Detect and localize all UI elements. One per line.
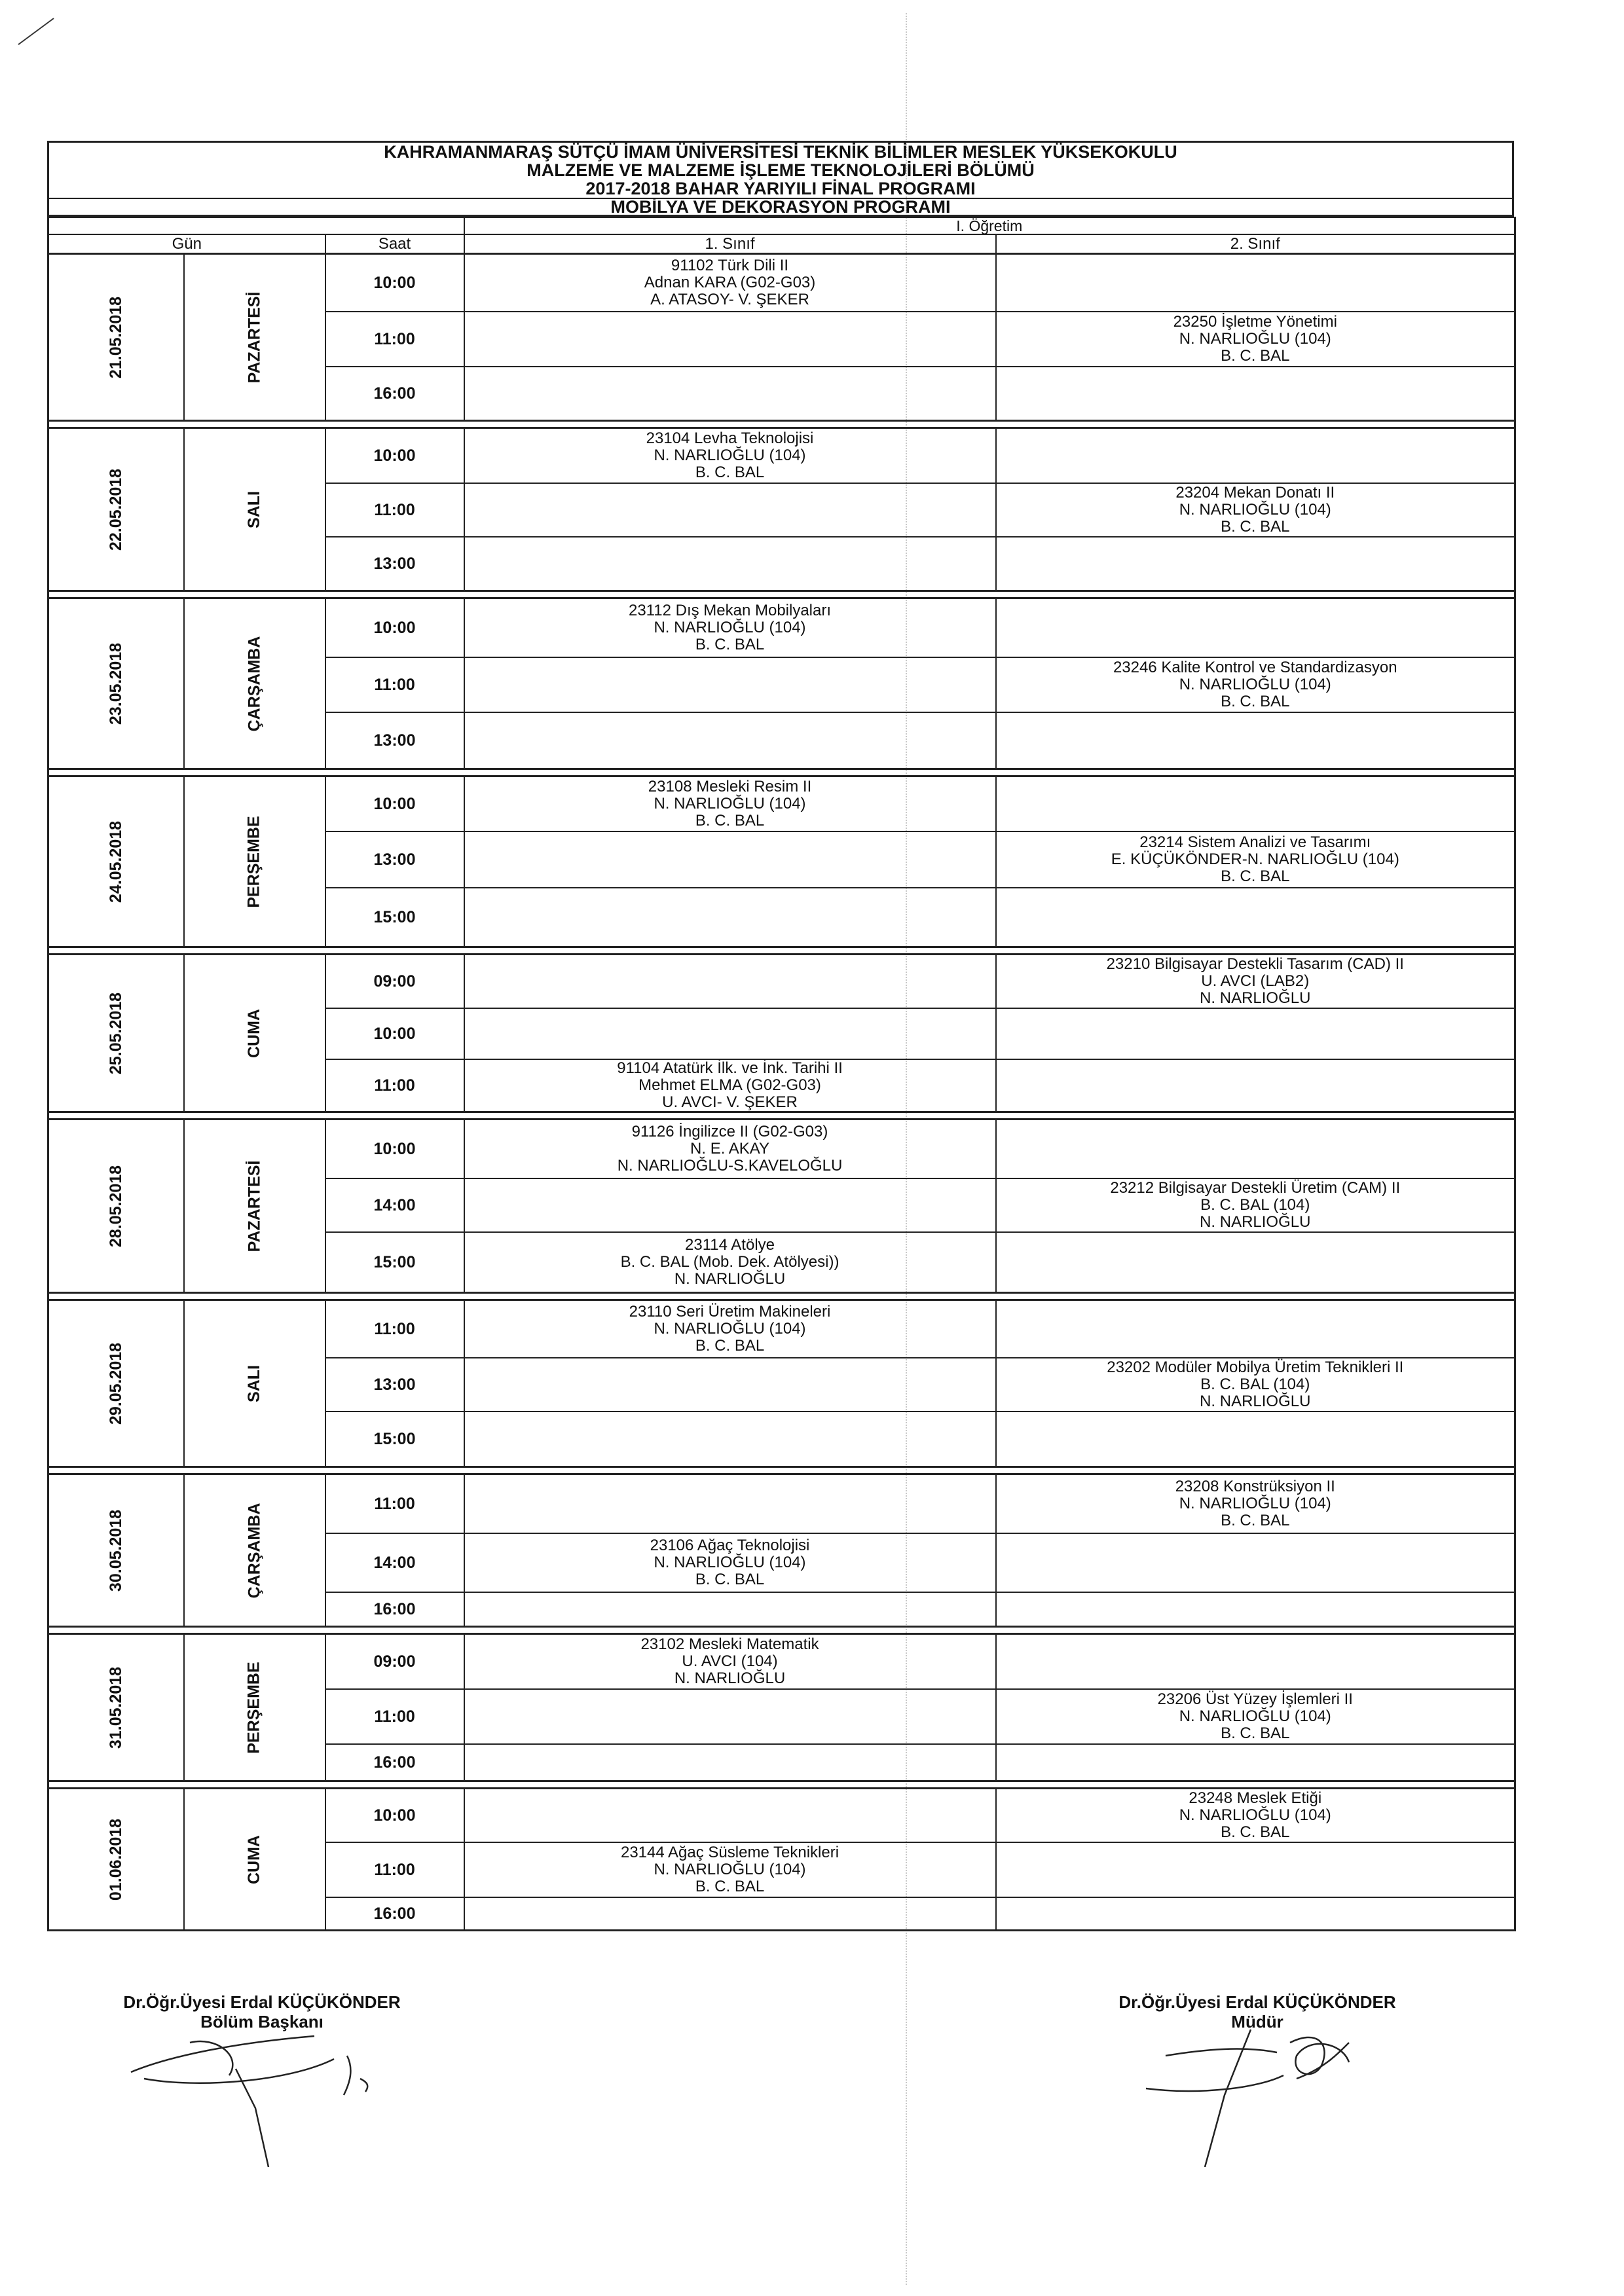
- col-class2-header: 2. Sınıf: [996, 234, 1515, 254]
- course-title: 23250 İşletme Yönetimi: [1173, 313, 1337, 331]
- class2-exam-cell: [996, 831, 1515, 888]
- exam-date-cell: [48, 955, 184, 1112]
- class1-exam-cell: [464, 254, 996, 312]
- class1-exam-cell: [464, 1412, 996, 1467]
- class1-exam-cell: [464, 367, 996, 421]
- exam-time: 15:00: [325, 888, 464, 947]
- exam-date-cell: [48, 428, 184, 591]
- class2-exam-cell: [996, 1474, 1515, 1534]
- course-title: 23208 Konstrüksiyon II: [1175, 1478, 1335, 1495]
- course-proctors: B. C. BAL: [1221, 1512, 1290, 1529]
- class1-exam-cell: [464, 1634, 996, 1690]
- course-proctors: N. NARLIOĞLU: [674, 1669, 786, 1687]
- day-separator: [48, 1781, 1515, 1789]
- class2-exam-cell: [996, 254, 1515, 312]
- course-instructor: N. NARLIOĞLU (104): [1179, 1495, 1331, 1512]
- exam-date-cell: [48, 1120, 184, 1293]
- education-type-label: I. Öğretim: [464, 217, 1515, 234]
- col-time-header: Saat: [325, 234, 464, 254]
- course-title: 23144 Ağaç Süsleme Teknikleri: [620, 1844, 840, 1861]
- course-proctors: B. C. BAL: [1221, 1823, 1290, 1841]
- exam-time: 13:00: [325, 1358, 464, 1412]
- exam-time: 11:00: [325, 1059, 464, 1112]
- class1-exam-cell: [464, 1689, 996, 1744]
- class2-exam-cell: [996, 1744, 1515, 1781]
- class2-exam-cell: [996, 955, 1515, 1009]
- exam-time: 10:00: [325, 254, 464, 312]
- course-title: 23214 Sistem Analizi ve Tasarımı: [1139, 833, 1371, 851]
- course-proctors: N. NARLIOĞLU-S.KAVELOĞLU: [617, 1157, 843, 1175]
- day-separator: [48, 1627, 1515, 1634]
- exam-time: 14:00: [325, 1178, 464, 1232]
- exam-date-cell: [48, 598, 184, 769]
- course-proctors: B. C. BAL: [695, 1337, 765, 1355]
- exam-time: 10:00: [325, 1120, 464, 1179]
- course-proctors: N. NARLIOĞLU: [1200, 1393, 1311, 1410]
- exam-time: 13:00: [325, 712, 464, 769]
- class1-exam-cell: [464, 1592, 996, 1627]
- day-separator: [48, 1112, 1515, 1120]
- class1-exam-cell: [464, 1120, 996, 1179]
- exam-time: 10:00: [325, 776, 464, 832]
- weekday-cell: [184, 598, 325, 769]
- weekday-cell: [184, 428, 325, 591]
- exam-date-cell: [48, 1474, 184, 1627]
- course-instructor: U. AVCI (LAB2): [1201, 972, 1310, 990]
- exam-time: 11:00: [325, 1842, 464, 1897]
- signer-title-right: Müdür: [1231, 2012, 1283, 2032]
- class2-exam-cell: [996, 1120, 1515, 1179]
- course-instructor: N. NARLIOĞLU (104): [654, 1861, 806, 1878]
- class1-exam-cell: [464, 955, 996, 1009]
- exam-time: 09:00: [325, 955, 464, 1009]
- class1-exam-cell: [464, 1300, 996, 1358]
- course-proctors: N. NARLIOĞLU: [1200, 989, 1311, 1007]
- exam-time: 10:00: [325, 1008, 464, 1059]
- class2-exam-cell: [996, 537, 1515, 591]
- class1-exam-cell: [464, 598, 996, 658]
- course-title: 23106 Ağaç Teknolojisi: [650, 1537, 810, 1554]
- class2-exam-cell: [996, 1412, 1515, 1467]
- exam-date: 21.05.2018: [106, 296, 125, 378]
- weekday-cell: [184, 955, 325, 1112]
- weekday-cell: [184, 1300, 325, 1467]
- class1-exam-cell: [464, 776, 996, 832]
- exam-time: 11:00: [325, 312, 464, 367]
- schedule-row: [48, 1789, 1515, 1843]
- exam-date-cell: [48, 776, 184, 947]
- exam-time: 11:00: [325, 483, 464, 537]
- class2-exam-cell: [996, 598, 1515, 658]
- weekday-name: CUMA: [245, 1834, 263, 1884]
- class2-exam-cell: [996, 1897, 1515, 1931]
- class2-exam-cell: [996, 1533, 1515, 1592]
- exam-date: 30.05.2018: [106, 1509, 125, 1592]
- course-title: 23202 Modüler Mobilya Üretim Teknikleri II: [1107, 1358, 1404, 1376]
- class2-exam-cell: [996, 776, 1515, 832]
- schedule-row: [48, 1474, 1515, 1534]
- weekday-name: ÇARŞAMBA: [244, 636, 263, 731]
- col-class1-header: 1. Sınıf: [464, 234, 996, 254]
- course-title: 23112 Dış Mekan Mobilyaları: [628, 602, 832, 619]
- signature-scribble-left: [118, 2016, 419, 2167]
- class2-exam-cell: [996, 1008, 1515, 1059]
- schedule-row: [48, 776, 1515, 832]
- course-proctors: B. C. BAL: [1221, 518, 1290, 536]
- weekday-name: PERŞEMBE: [245, 1661, 263, 1754]
- schedule-row: [48, 598, 1515, 658]
- course-instructor: N. NARLIOĞLU (104): [654, 619, 806, 636]
- exam-time: 11:00: [325, 657, 464, 712]
- course-instructor: B. C. BAL (Mob. Dek. Atölyesi)): [620, 1253, 840, 1271]
- course-instructor: Adnan KARA (G02-G03): [644, 274, 816, 291]
- class1-exam-cell: [464, 1008, 996, 1059]
- course-instructor: Mehmet ELMA (G02-G03): [638, 1076, 821, 1094]
- day-separator: [48, 421, 1515, 428]
- exam-time: 09:00: [325, 1634, 464, 1690]
- weekday-cell: [184, 1634, 325, 1781]
- course-title: 23110 Seri Üretim Makineleri: [629, 1303, 831, 1321]
- course-instructor: N. NARLIOĞLU (104): [654, 446, 806, 464]
- course-title: 23204 Mekan Donatı II: [1175, 484, 1335, 501]
- day-separator: [48, 947, 1515, 955]
- course-proctors: B. C. BAL: [1221, 347, 1290, 365]
- class1-exam-cell: [464, 1358, 996, 1412]
- exam-schedule-table: [47, 217, 1516, 1931]
- weekday-name: PERŞEMBE: [245, 815, 263, 908]
- course-instructor: E. KÜÇÜKÖNDER-N. NARLIOĞLU (104): [1111, 850, 1399, 868]
- exam-date-cell: [48, 1634, 184, 1781]
- class2-exam-cell: [996, 1300, 1515, 1358]
- weekday-name: PAZARTESİ: [244, 291, 263, 383]
- class2-exam-cell: [996, 712, 1515, 769]
- day-separator: [48, 1467, 1515, 1474]
- schedule-row: [48, 428, 1515, 484]
- class1-exam-cell: [464, 312, 996, 367]
- signature-scribble-right: [1126, 2016, 1414, 2167]
- course-proctors: B. C. BAL: [695, 636, 765, 653]
- exam-date-cell: [48, 254, 184, 421]
- day-separator: [48, 591, 1515, 598]
- course-instructor: N. NARLIOĞLU (104): [1179, 501, 1331, 519]
- course-proctors: B. C. BAL: [1221, 1724, 1290, 1742]
- exam-time: 15:00: [325, 1412, 464, 1467]
- signer-title-left: Bölüm Başkanı: [200, 2012, 323, 2032]
- exam-date-cell: [48, 1789, 184, 1931]
- university-name: KAHRAMANMARAŞ SÜTÇÜ İMAM ÜNİVERSİTESİ TEKNİK BİLİMLER MESLEK YÜKSEKOKULU: [384, 142, 1177, 162]
- class1-exam-cell: [464, 1744, 996, 1781]
- class2-exam-cell: [996, 1689, 1515, 1744]
- course-instructor: N. NARLIOĞLU (104): [654, 1554, 806, 1571]
- exam-date: 31.05.2018: [106, 1666, 125, 1749]
- class1-exam-cell: [464, 1842, 996, 1897]
- class1-exam-cell: [464, 483, 996, 537]
- class2-exam-cell: [996, 367, 1515, 421]
- class2-exam-cell: [996, 1059, 1515, 1112]
- course-title: 91102 Türk Dili II: [671, 257, 789, 274]
- course-title: 23108 Mesleki Resim II: [648, 778, 812, 795]
- schedule-sheet: [47, 141, 1514, 1931]
- course-title: 91104 Atatürk İlk. ve İnk. Tarihi II: [617, 1059, 843, 1077]
- weekday-name: CUMA: [245, 1008, 263, 1058]
- table-bottom-border: [48, 1931, 1515, 1932]
- exam-time: 14:00: [325, 1533, 464, 1592]
- course-title: 23212 Bilgisayar Destekli Üretim (CAM) II: [1110, 1179, 1401, 1197]
- course-proctors: B. C. BAL: [695, 1571, 765, 1588]
- exam-time: 13:00: [325, 831, 464, 888]
- exam-date: 01.06.2018: [106, 1818, 125, 1901]
- exam-date: 24.05.2018: [106, 820, 125, 903]
- weekday-name: ÇARŞAMBA: [244, 1503, 263, 1598]
- education-header-row: [48, 217, 1515, 234]
- exam-time: 11:00: [325, 1300, 464, 1358]
- corner-pen-mark: [13, 7, 92, 59]
- course-proctors: B. C. BAL: [695, 464, 765, 481]
- course-proctors: N. NARLIOĞLU: [1200, 1213, 1311, 1231]
- course-proctors: B. C. BAL: [695, 812, 765, 829]
- course-title: 23104 Levha Teknolojisi: [646, 429, 814, 447]
- class2-exam-cell: [996, 428, 1515, 484]
- weekday-cell: [184, 1120, 325, 1293]
- schedule-row: [48, 1300, 1515, 1358]
- class2-exam-cell: [996, 1789, 1515, 1843]
- course-title: 23210 Bilgisayar Destekli Tasarım (CAD) II: [1106, 955, 1404, 973]
- day-separator: [48, 1293, 1515, 1300]
- exam-title: 2017-2018 BAHAR YARIYILI FİNAL PROGRAMI: [585, 179, 976, 198]
- course-proctors: N. NARLIOĞLU: [674, 1270, 786, 1288]
- course-instructor: N. NARLIOĞLU (104): [1179, 1707, 1331, 1725]
- class2-exam-cell: [996, 1592, 1515, 1627]
- course-proctors: A. ATASOY- V. ŞEKER: [650, 291, 809, 308]
- col-day-header: Gün: [48, 234, 325, 254]
- schedule-row: [48, 1634, 1515, 1690]
- class2-exam-cell: [996, 1232, 1515, 1293]
- schedule-row: [48, 955, 1515, 1009]
- exam-date: 22.05.2018: [106, 468, 125, 551]
- class2-exam-cell: [996, 1358, 1515, 1412]
- class2-exam-cell: [996, 657, 1515, 712]
- schedule-row: [48, 254, 1515, 312]
- weekday-name: SALI: [244, 1364, 263, 1402]
- weekday-cell: [184, 1789, 325, 1931]
- course-instructor: B. C. BAL (104): [1200, 1196, 1310, 1214]
- class1-exam-cell: [464, 1059, 996, 1112]
- class1-exam-cell: [464, 1897, 996, 1931]
- course-title: 23246 Kalite Kontrol ve Standardizasyon: [1113, 659, 1397, 676]
- course-proctors: B. C. BAL: [1221, 867, 1290, 885]
- course-instructor: N. NARLIOĞLU (104): [1179, 1806, 1331, 1824]
- class1-exam-cell: [464, 1474, 996, 1534]
- exam-date: 28.05.2018: [106, 1165, 125, 1247]
- column-header-row: [48, 234, 1515, 254]
- class1-exam-cell: [464, 1232, 996, 1293]
- exam-date: 29.05.2018: [106, 1342, 125, 1425]
- exam-time: 11:00: [325, 1689, 464, 1744]
- department-name: MALZEME VE MALZEME İŞLEME TEKNOLOJİLERİ BÖLÜMÜ: [526, 160, 1035, 180]
- schedule-row: [48, 1120, 1515, 1179]
- course-instructor: N. NARLIOĞLU (104): [1179, 676, 1331, 693]
- course-instructor: N. NARLIOĞLU (104): [654, 1320, 806, 1338]
- class1-exam-cell: [464, 888, 996, 947]
- course-instructor: N. NARLIOĞLU (104): [1179, 330, 1331, 348]
- course-proctors: B. C. BAL: [1221, 693, 1290, 710]
- day-separator: [48, 769, 1515, 776]
- course-instructor: B. C. BAL (104): [1200, 1376, 1310, 1393]
- exam-date-cell: [48, 1300, 184, 1467]
- class2-exam-cell: [996, 888, 1515, 947]
- weekday-name: SALI: [244, 490, 263, 528]
- weekday-cell: [184, 254, 325, 421]
- exam-time: 10:00: [325, 598, 464, 658]
- program-name: MOBİLYA VE DEKORASYON PROGRAMI: [47, 198, 1514, 217]
- exam-time: 16:00: [325, 1744, 464, 1781]
- weekday-cell: [184, 1474, 325, 1627]
- class1-exam-cell: [464, 831, 996, 888]
- class1-exam-cell: [464, 1789, 996, 1843]
- course-title: 23248 Meslek Etiği: [1189, 1789, 1322, 1807]
- exam-date: 25.05.2018: [106, 992, 125, 1074]
- class2-exam-cell: [996, 483, 1515, 537]
- exam-date: 23.05.2018: [106, 642, 125, 725]
- course-title: 23114 Atölye: [685, 1236, 775, 1254]
- exam-time: 16:00: [325, 1592, 464, 1627]
- course-instructor: N. NARLIOĞLU (104): [654, 795, 806, 812]
- class1-exam-cell: [464, 657, 996, 712]
- course-instructor: N. E. AKAY: [690, 1140, 769, 1157]
- course-instructor: U. AVCI (104): [682, 1652, 778, 1670]
- exam-time: 16:00: [325, 1897, 464, 1931]
- class2-exam-cell: [996, 312, 1515, 367]
- exam-time: 16:00: [325, 367, 464, 421]
- class1-exam-cell: [464, 428, 996, 484]
- course-title: 91126 İngilizce II (G02-G03): [631, 1123, 828, 1140]
- class1-exam-cell: [464, 537, 996, 591]
- exam-time: 13:00: [325, 537, 464, 591]
- course-title: 23102 Mesleki Matematik: [640, 1635, 819, 1653]
- class2-exam-cell: [996, 1634, 1515, 1690]
- document-header: [47, 141, 1514, 198]
- weekday-cell: [184, 776, 325, 947]
- weekday-name: PAZARTESİ: [244, 1160, 263, 1252]
- course-proctors: B. C. BAL: [695, 1878, 765, 1895]
- class2-exam-cell: [996, 1842, 1515, 1897]
- class1-exam-cell: [464, 1533, 996, 1592]
- signer-name-right: Dr.Öğr.Üyesi Erdal KÜÇÜKÖNDER: [1118, 1992, 1396, 2012]
- exam-time: 10:00: [325, 428, 464, 484]
- exam-time: 11:00: [325, 1474, 464, 1534]
- class2-exam-cell: [996, 1178, 1515, 1232]
- exam-time: 10:00: [325, 1789, 464, 1843]
- exam-time: 15:00: [325, 1232, 464, 1293]
- signer-name-left: Dr.Öğr.Üyesi Erdal KÜÇÜKÖNDER: [123, 1992, 401, 2012]
- class1-exam-cell: [464, 1178, 996, 1232]
- course-title: 23206 Üst Yüzey İşlemleri II: [1157, 1690, 1353, 1708]
- class1-exam-cell: [464, 712, 996, 769]
- course-proctors: U. AVCI- V. ŞEKER: [662, 1093, 798, 1111]
